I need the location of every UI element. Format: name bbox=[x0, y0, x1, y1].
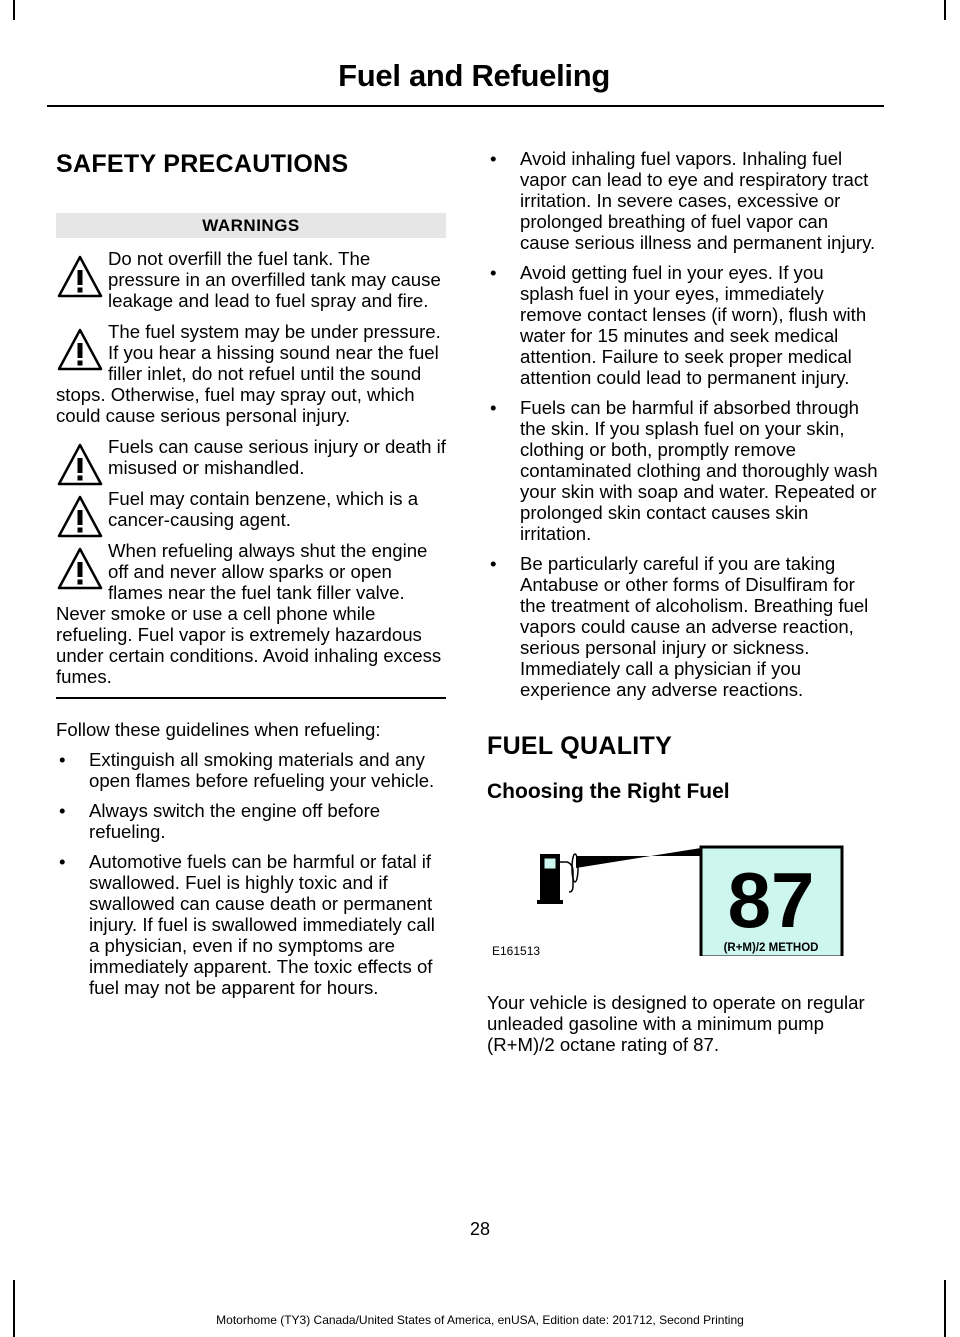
warning-text: Fuel may contain benzene, which is a cancer-causing agent. bbox=[108, 488, 419, 530]
crop-mark bbox=[13, 0, 15, 20]
warning-item bbox=[56, 540, 446, 687]
warning-text: Fuels can cause serious injury or death if misused or mishandled. bbox=[108, 436, 446, 478]
fuel-quality-body: Your vehicle is designed to operate on regular unleaded gasoline with a minimum pump (R+M)/2 octane rating of 87. bbox=[487, 992, 865, 1055]
warning-triangle-icon bbox=[56, 327, 104, 373]
warning-text: When refueling always shut the engine off and never allow sparks or open flames near the fuel tank filler valve. Never smoke or use a cell phone while refueling. Fuel vapor is extremely hazardous under certain conditions. Avoid inhaling excess fumes. bbox=[56, 540, 442, 687]
octane-illustration bbox=[487, 834, 879, 956]
header-rule bbox=[47, 105, 884, 107]
warnings-end-rule bbox=[56, 697, 446, 699]
warnings-header: WARNINGS bbox=[56, 213, 446, 238]
warning-item bbox=[56, 321, 446, 426]
warning-item bbox=[56, 488, 446, 530]
page-footer: Motorhome (TY3) Canada/United States of America, enUSA, Edition date: 201712, Second Printing bbox=[216, 1313, 744, 1327]
warning-triangle-icon bbox=[56, 254, 104, 300]
warning-triangle-icon bbox=[56, 494, 104, 540]
crop-mark bbox=[944, 1280, 946, 1337]
right-column bbox=[487, 148, 879, 1055]
fuel-pump-icon bbox=[537, 854, 578, 904]
page-header-title: Fuel and Refueling bbox=[338, 58, 610, 93]
warning-item bbox=[56, 248, 446, 311]
octane-figure bbox=[487, 834, 879, 956]
guidelines-list bbox=[56, 749, 446, 998]
octane-method: (R+M)/2 METHOD bbox=[723, 942, 819, 954]
list-item: • Always switch the engine off before refueling. bbox=[56, 800, 446, 842]
warning-text: Do not overfill the fuel tank. The pressure in an overfilled tank may cause leakage and lead to fuel spray and fire. bbox=[108, 248, 441, 311]
guidelines-intro: Follow these guidelines when refueling: bbox=[56, 719, 381, 740]
safety-heading: SAFETY PRECAUTIONS bbox=[56, 150, 349, 178]
list-item: • Extinguish all smoking materials and any open flames before refueling your vehicle. bbox=[56, 749, 446, 791]
guidelines-list-continued bbox=[487, 148, 879, 700]
pointer-beam bbox=[576, 848, 701, 868]
list-item: • Be particularly careful if you are taking Antabuse or other forms of Disulfiram for the treatment of alcoholism. Breathing fuel vapors could cause an adverse reaction, serious personal injury or sickness. Immediately call a physician if you experience any adverse reactions. bbox=[487, 553, 879, 700]
choosing-fuel-subheading: Choosing the Right Fuel bbox=[487, 780, 730, 803]
list-item: • Avoid inhaling fuel vapors. Inhaling fuel vapor can lead to eye and respiratory tract irritation. In severe cases, excessive or prolonged breathing of fuel vapor can cause serious illness and permanent injury. bbox=[487, 148, 879, 253]
left-column bbox=[56, 150, 446, 998]
octane-value: 87 bbox=[727, 856, 815, 944]
page-number: 28 bbox=[469, 1219, 491, 1239]
warning-item bbox=[56, 436, 446, 478]
list-item: • Automotive fuels can be harmful or fatal if swallowed. Fuel is highly toxic and if swallowed can cause death or permanent injury. If fuel is swallowed immediately call a physician, even if no symptoms are immediately apparent. The toxic effects of fuel may not be apparent for hours. bbox=[56, 851, 446, 998]
fuel-quality-heading: FUEL QUALITY bbox=[487, 732, 673, 760]
warning-triangle-icon bbox=[56, 442, 104, 488]
figure-code: E161513 bbox=[492, 944, 541, 958]
list-item: • Fuels can be harmful if absorbed through the skin. If you splash fuel on your skin, clothing or both, promptly remove contaminated clothing and thoroughly wash your skin with soap and water. Repeated or prolonged skin contact causes skin irritation. bbox=[487, 397, 879, 544]
warning-text: The fuel system may be under pressure. If you hear a hissing sound near the fuel filler inlet, do not refuel until the sound stops. Otherwise, fuel may spray out, which could cause serious personal injury. bbox=[56, 321, 441, 426]
crop-mark bbox=[944, 0, 946, 20]
crop-mark bbox=[13, 1280, 15, 1337]
warning-triangle-icon bbox=[56, 546, 104, 592]
list-item: • Avoid getting fuel in your eyes. If you splash fuel in your eyes, immediately remove contact lenses (if worn), flush with water for 15 minutes and seek medical attention. Failure to seek proper medical attention could lead to permanent injury. bbox=[487, 262, 879, 388]
